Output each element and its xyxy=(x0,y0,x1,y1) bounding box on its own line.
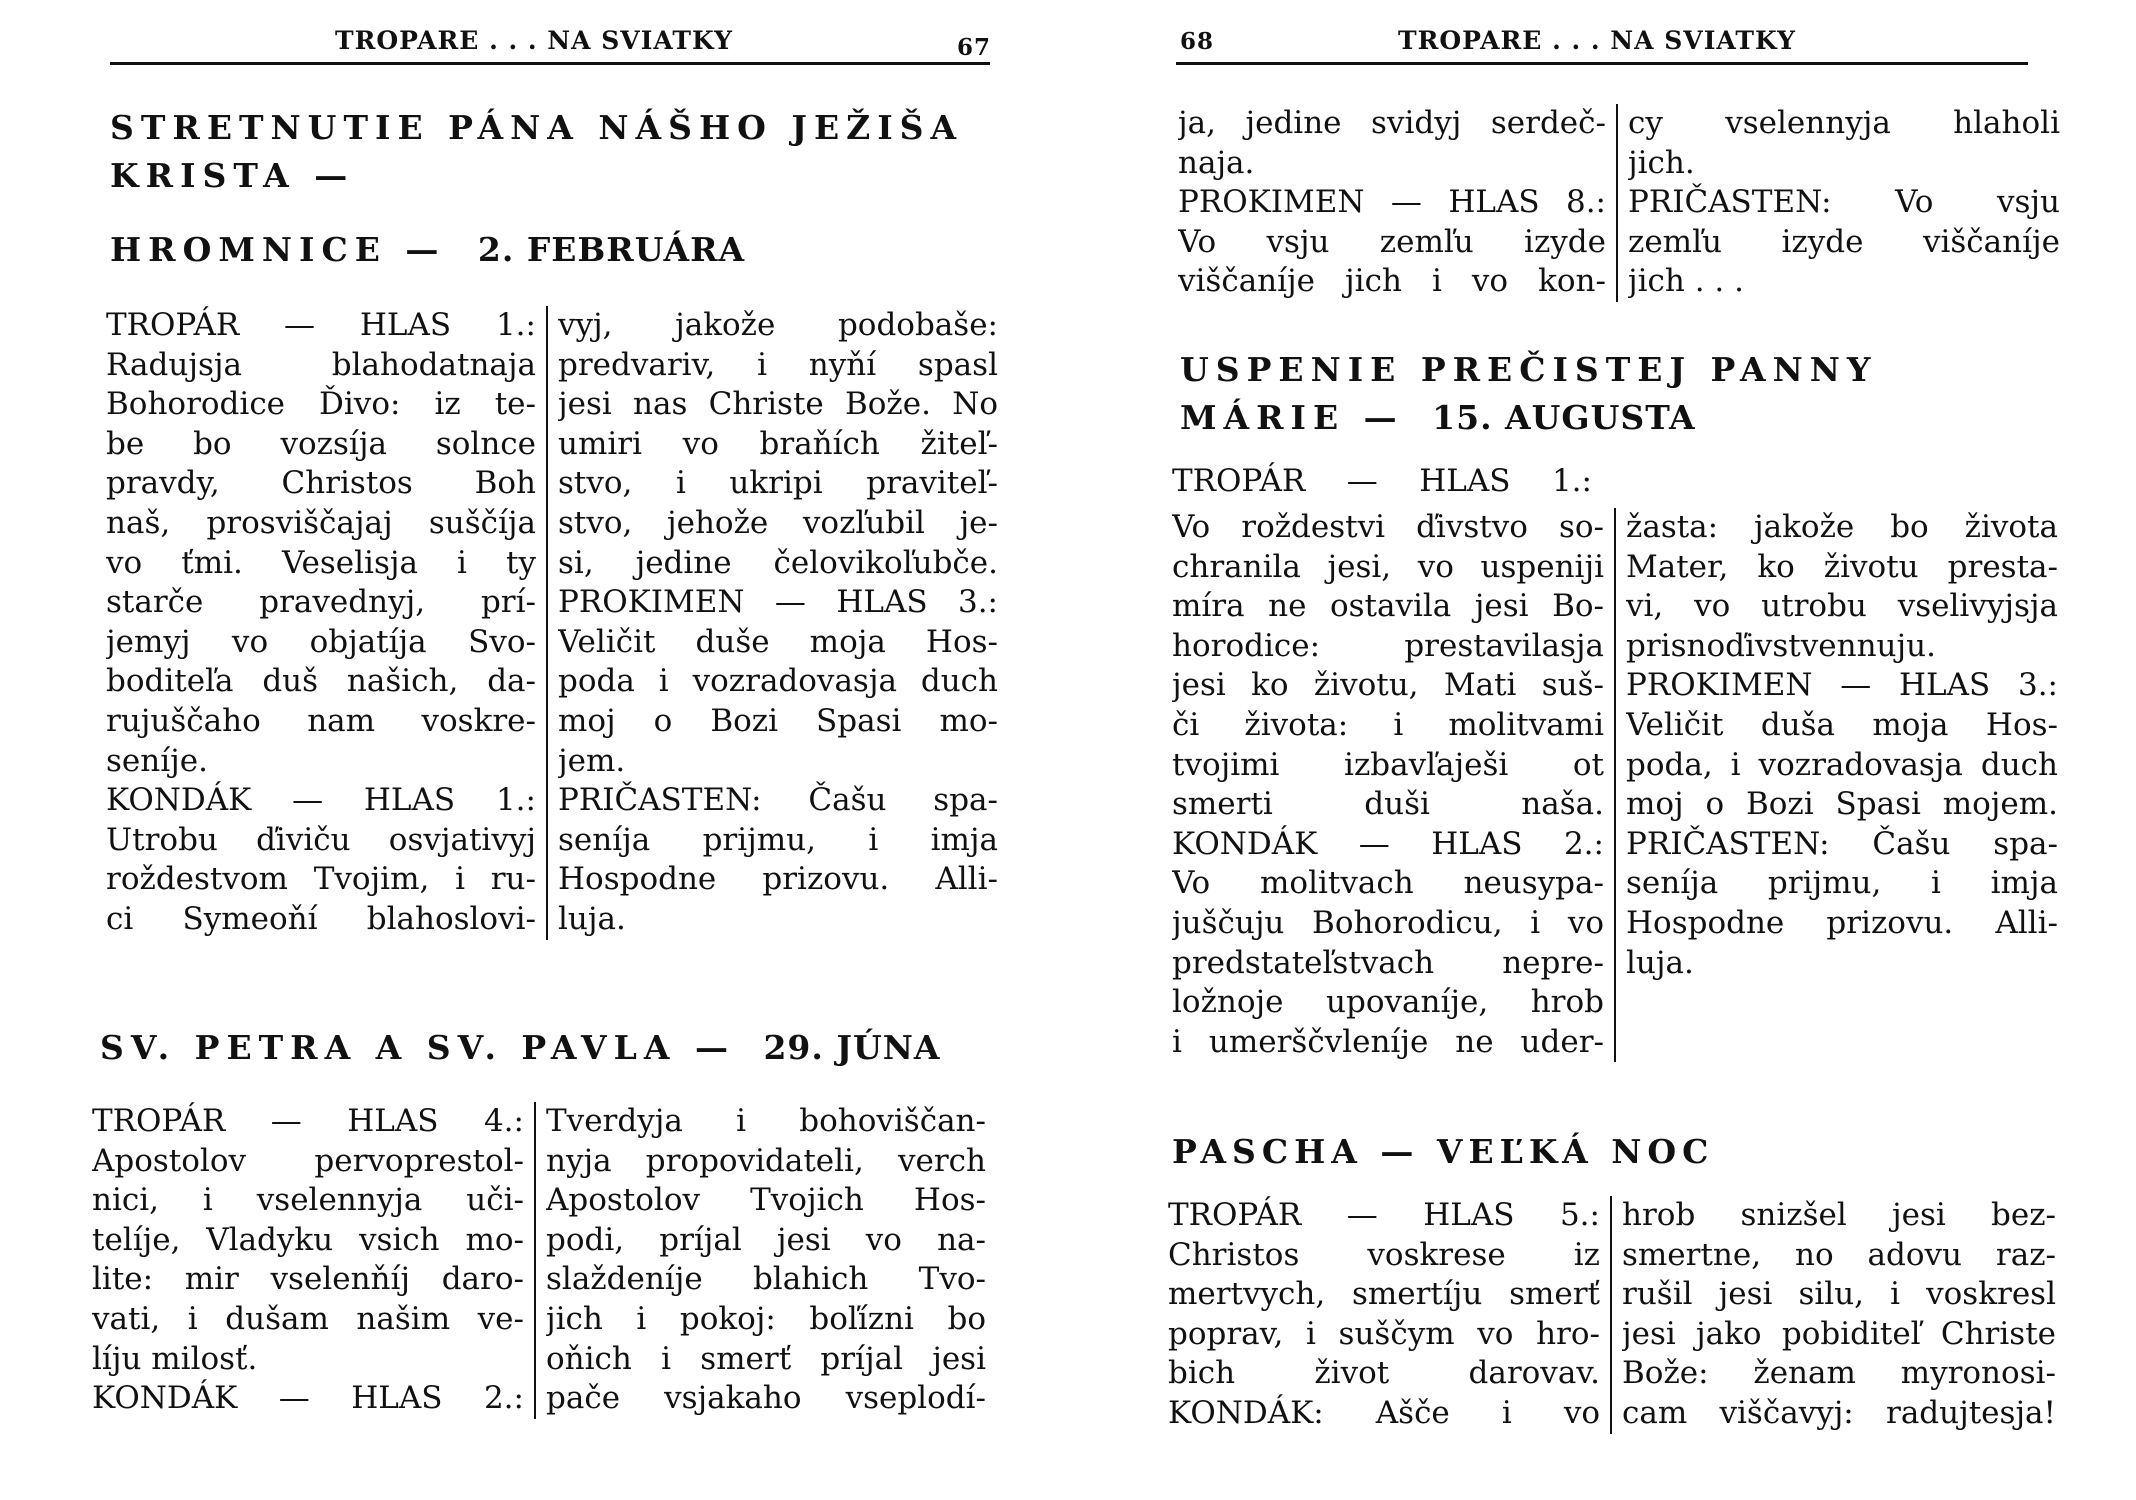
rubric-label: TROPÁR — HLAS 1.: xyxy=(106,307,536,343)
hromnice-right-column xyxy=(546,306,998,940)
text-line: i umerščvleníje ne uder- xyxy=(1172,1023,1604,1060)
heading-uspenie-date: 15. AUGUSTA xyxy=(1432,398,1696,437)
uspenie-tropar-label xyxy=(1172,462,1592,502)
text-line: poda, i vozradovasja duch xyxy=(1626,746,2058,783)
text-line: žasta: jakože bo života xyxy=(1626,509,2058,545)
pascha-right-column xyxy=(1610,1196,2056,1434)
text-line: si, jedine čelovikoľubče. xyxy=(558,544,998,581)
text-line: tvojimi izbavľaješi ot xyxy=(1172,746,1604,783)
running-head-title: TROPARE . . . NA SVIATKY xyxy=(335,26,733,55)
text-line: ja, jedine svidyj serdeč- xyxy=(1178,105,1606,141)
text-line: chranila jesi, vo uspeniji xyxy=(1172,548,1604,585)
text-line: Radujsja blahodatnaja xyxy=(106,346,536,383)
text-line: prisnoďivstvennuju. xyxy=(1626,627,1936,664)
heading-uspenie-label: MÁRIE — xyxy=(1180,398,1404,437)
text-line: líju milosť. xyxy=(92,1340,258,1377)
text-line: jich. xyxy=(1628,144,1695,181)
petra-pavla-left-column xyxy=(92,1102,534,1419)
text-line: predvariv, i nyňí spasl xyxy=(558,346,998,383)
text-line: mertvych, smertíju smerť xyxy=(1168,1276,1600,1313)
section-heading-stretnutie-line2: KRISTA — xyxy=(110,156,355,195)
text-line: jesi ko životu, Mati suš- xyxy=(1172,667,1604,704)
text-line: juščuju Bohorodicu, i vo xyxy=(1172,904,1604,941)
text-line: pače vsjakaho vseplodí- xyxy=(546,1380,986,1417)
header-rule xyxy=(110,62,990,65)
section-heading-pascha: PASCHA — VEĽKÁ NOC xyxy=(1172,1132,1715,1171)
heading-hromnice-date: 2. FEBRUÁRA xyxy=(477,230,746,269)
text-line: Veličit duše moja Hos- xyxy=(558,623,998,660)
running-head-title: TROPARE . . . NA SVIATKY xyxy=(1398,26,1796,55)
text-line: jemyj vo objatíja Svo- xyxy=(106,623,536,660)
section-heading-petra-pavla xyxy=(100,1024,941,1072)
text-line: Vo roždestvi ďivstvo so- xyxy=(1172,509,1604,545)
text-line: PRIČASTEN: Čašu spa- xyxy=(1626,825,2058,862)
text-line: horodice: prestavilasja xyxy=(1172,627,1604,664)
text-line: starče pravednyj, prí- xyxy=(106,584,536,621)
text-line: seníja prijmu, i imja xyxy=(1626,865,2058,902)
text-line: Vo vsju zemľu izyde xyxy=(1178,223,1606,260)
text-line: ci Symeoňí blahoslovi- xyxy=(106,900,536,937)
continued-right-column xyxy=(1616,104,2060,302)
text-line: pravdy, Christos Boh xyxy=(106,465,536,502)
text-line: ložnoje upovaníje, hrob xyxy=(1172,984,1604,1021)
text-line: nyja propovidateli, verch xyxy=(546,1142,986,1179)
text-line: lite: mir vselenňíj daro- xyxy=(92,1261,524,1298)
text-line: Hospodne prizovu. Alli- xyxy=(558,861,998,898)
rubric-label: KONDÁK — HLAS 2.: xyxy=(1172,825,1604,862)
text-line: vi, vo utrobu vselivyjsja xyxy=(1626,588,2058,625)
running-header xyxy=(1068,22,2136,58)
page-number: 68 xyxy=(1180,28,1215,55)
pascha-text xyxy=(1168,1196,2056,1434)
text-line: seníja prijmu, i imja xyxy=(558,821,998,858)
rubric-label: TROPÁR — HLAS 4.: xyxy=(92,1103,524,1139)
text-line: vyj, jakože podobaše: xyxy=(558,307,998,343)
petra-pavla-right-column xyxy=(534,1102,986,1419)
rubric-label: TROPÁR — HLAS 5.: xyxy=(1168,1197,1600,1233)
text-line: Apostolov Tvojich Hos- xyxy=(546,1182,986,1219)
text-line: rušil jesi silu, i voskresl xyxy=(1622,1276,2056,1313)
text-line: PRIČASTEN: Čašu spa- xyxy=(558,782,998,819)
text-line: KONDÁK: Ašče i vo xyxy=(1168,1394,1600,1431)
header-rule xyxy=(1176,62,2028,65)
text-line: naja. xyxy=(1178,144,1255,181)
rubric-label: PROKIMEN — HLAS 3.: xyxy=(558,584,998,621)
text-line: umiri vo braňích žiteľ- xyxy=(558,425,998,462)
hromnice-text xyxy=(106,306,998,940)
text-line: Utrobu ďiviču osvjativyj xyxy=(106,821,536,858)
text-line: Hospodne prizovu. Alli- xyxy=(1626,904,2058,941)
section-heading-uspenie-line2 xyxy=(1180,394,1696,442)
uspenie-left-column xyxy=(1172,508,1614,1062)
text-line: vo ťmi. Veselisja i ty xyxy=(106,544,536,581)
rubric-label: KONDÁK — HLAS 1.: xyxy=(106,782,536,819)
petra-pavla-continued-text xyxy=(1178,104,2060,302)
text-line: cy vselennyja hlaholi xyxy=(1628,105,2060,141)
text-line: jich i pokoj: boľízni bo xyxy=(546,1300,986,1337)
text-line: podi, príjal jesi vo na- xyxy=(546,1221,986,1258)
heading-petra-pavla-date: 29. JÚNA xyxy=(763,1028,941,1067)
rubric-label: KONDÁK — HLAS 2.: xyxy=(92,1380,524,1417)
petra-pavla-text xyxy=(92,1102,986,1419)
section-heading-hromnice xyxy=(110,226,745,274)
rubric-label: PROKIMEN — HLAS 3.: xyxy=(1626,667,2058,704)
text-line: vati, i dušam našim ve- xyxy=(92,1300,524,1337)
text-line: stvo, i ukripi praviteľ- xyxy=(558,465,998,502)
text-line: jem. xyxy=(558,742,626,779)
text-line: PRIČASTEN: Vo vsju xyxy=(1628,184,2060,221)
text-line: hrob snizšel jesi bez- xyxy=(1622,1197,2056,1233)
text-line: luja. xyxy=(1626,944,1694,981)
text-line: oňich i smerť príjal jesi xyxy=(546,1340,986,1377)
text-line: boditeľa duš našich, da- xyxy=(106,663,536,700)
text-line: jich . . . xyxy=(1628,263,1744,300)
text-line: seníje. xyxy=(106,742,208,779)
text-line: Christos voskrese iz xyxy=(1168,1236,1600,1273)
text-line: nici, i vselennyja uči- xyxy=(92,1182,524,1219)
text-line: smerti duši naša. xyxy=(1172,786,1604,823)
continued-left-column xyxy=(1178,104,1616,302)
running-header xyxy=(0,22,1068,61)
rubric-label: PROKIMEN — HLAS 8.: xyxy=(1178,184,1606,221)
text-line: rujuščaho nam voskre- xyxy=(106,702,536,739)
text-line: luja. xyxy=(558,900,626,937)
section-heading-uspenie-line1: USPENIE PREČISTEJ PANNY xyxy=(1180,350,1878,389)
section-heading-stretnutie-line1: STRETNUTIE PÁNA NÁŠHO JEŽIŠA xyxy=(110,108,964,147)
text-line: Mater, ko životu presta- xyxy=(1626,548,2058,585)
page-68 xyxy=(1068,0,2136,1500)
text-line: bich život darovav. xyxy=(1168,1355,1600,1392)
text-line: smertne, no adovu raz- xyxy=(1622,1236,2056,1273)
text-line: viščaníje jich i vo kon- xyxy=(1178,263,1606,300)
heading-hromnice-label: HROMNICE — xyxy=(110,230,446,269)
pascha-left-column xyxy=(1168,1196,1610,1434)
text-line: Veličit duša moja Hos- xyxy=(1626,706,2058,743)
text-line: naš, prosviščajaj suščíja xyxy=(106,504,536,541)
text-line: Bože: ženam myronosi- xyxy=(1622,1355,2056,1392)
text-line: be bo vozsíja solnce xyxy=(106,425,536,462)
heading-petra-pavla-label: SV. PETRA A SV. PAVLA — xyxy=(100,1028,735,1067)
text-line: jesi nas Christe Bože. No xyxy=(558,386,998,423)
text-line: Vo molitvach neusypa- xyxy=(1172,865,1604,902)
text-line: slaždeníje blahich Tvo- xyxy=(546,1261,986,1298)
uspenie-right-column xyxy=(1614,508,2058,1062)
text-line: Tverdyja i bohoviščan- xyxy=(546,1103,986,1139)
text-line: telíje, Vladyku vsich mo- xyxy=(92,1221,524,1258)
tropar-label: TROPÁR — HLAS 1.: xyxy=(1172,463,1592,499)
text-line: poda i vozradovasja duch xyxy=(558,663,998,700)
text-line: predstateľstvach nepre- xyxy=(1172,944,1604,981)
text-line: či života: i molitvami xyxy=(1172,706,1604,743)
text-line: Bohorodice Ďivo: iz te- xyxy=(106,386,536,423)
text-line: moj o Bozi Spasi mo- xyxy=(558,702,998,739)
text-line: moj o Bozi Spasi mojem. xyxy=(1626,786,2058,823)
text-line: Apostolov pervoprestol- xyxy=(92,1142,524,1179)
text-line: stvo, jehože vozľubil je- xyxy=(558,504,998,541)
uspenie-text xyxy=(1172,508,2058,1062)
text-line: míra ne ostavila jesi Bo- xyxy=(1172,588,1604,625)
text-line: jesi jako pobiditeľ Christe xyxy=(1622,1315,2056,1352)
text-line: roždestvom Tvojim, i ru- xyxy=(106,861,536,898)
text-line: zemľu izyde viščaníje xyxy=(1628,223,2060,260)
hromnice-left-column xyxy=(106,306,546,940)
text-line: cam viščavyj: radujtesja! xyxy=(1622,1394,2056,1431)
page-number: 67 xyxy=(957,34,992,61)
text-line: poprav, i suščym vo hro- xyxy=(1168,1315,1600,1352)
